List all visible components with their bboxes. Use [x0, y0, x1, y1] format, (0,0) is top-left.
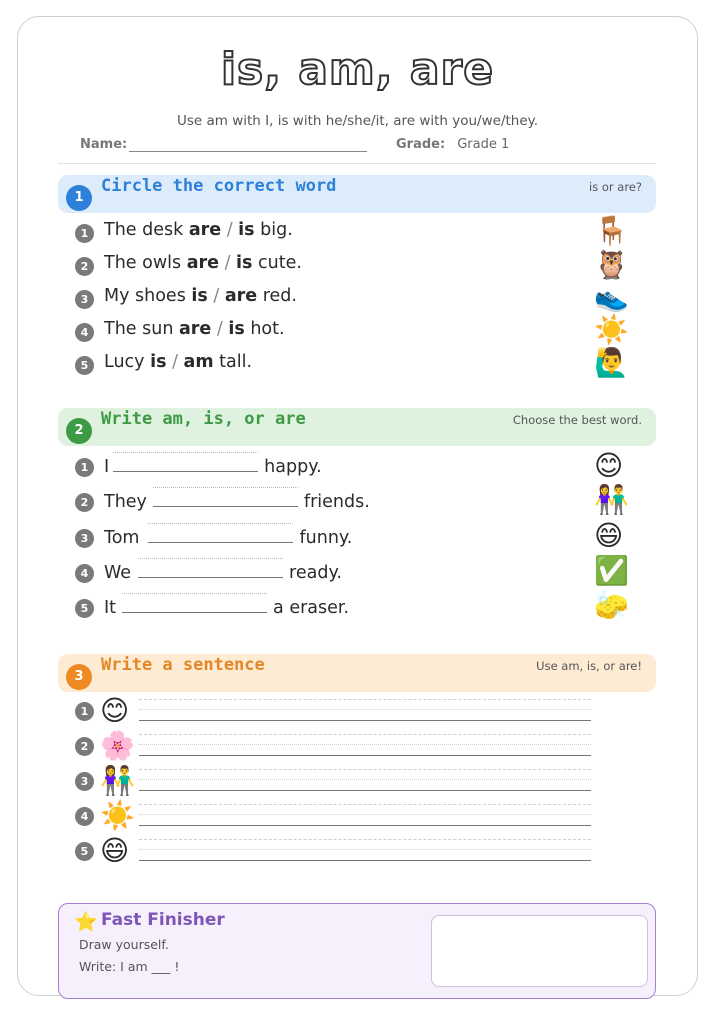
grade-label: Grade:	[396, 137, 446, 152]
item-number: 5	[75, 599, 94, 618]
person-raising-hand-icon: 🙋‍♂️	[594, 346, 629, 379]
choice-option-1[interactable]: is	[191, 286, 208, 306]
section-2-title: Write am, is, or are	[101, 409, 306, 429]
sentence-end: cute.	[252, 253, 302, 273]
sentence-end: happy.	[264, 457, 322, 477]
answer-blank[interactable]	[122, 595, 267, 613]
fast-finisher-instruction-write: Write: I am ___ !	[79, 959, 180, 974]
sentence-start: Tom	[104, 528, 140, 548]
sentence-end: funny.	[299, 528, 353, 548]
answer-blank[interactable]	[138, 560, 283, 578]
circle-item	[75, 319, 635, 345]
section-1-hint: is or are?	[589, 180, 642, 194]
fill-in-item	[75, 454, 635, 480]
section-2-number: 2	[66, 418, 92, 444]
item-number: 4	[75, 323, 94, 342]
choice-option-1[interactable]: is	[150, 352, 167, 372]
sentence	[104, 525, 352, 548]
chair-icon: 🪑	[594, 214, 629, 247]
answer-blank[interactable]	[113, 454, 258, 472]
section-1-header	[58, 175, 656, 213]
grade-value: Grade 1	[457, 137, 510, 152]
choice-option-2[interactable]: is	[238, 220, 255, 240]
choice-option-1[interactable]: are	[188, 220, 222, 240]
sentence-end: ready.	[289, 563, 342, 583]
choice-separator: /	[166, 352, 184, 372]
circle-item	[75, 352, 635, 378]
friends-icon: 👫	[100, 764, 135, 797]
sentence-end: friends.	[303, 492, 370, 512]
sentence-start: It	[104, 598, 117, 618]
circle-item	[75, 253, 635, 279]
sentence	[104, 454, 322, 477]
grinning-face-icon: 😄	[594, 519, 624, 552]
sentence	[104, 286, 297, 306]
item-number: 4	[75, 564, 94, 583]
writing-line[interactable]	[139, 734, 591, 756]
circle-item	[75, 286, 635, 312]
sentence	[104, 319, 285, 339]
header-divider	[58, 163, 656, 164]
sentence-start: We	[104, 563, 132, 583]
sentence-end: tall.	[213, 352, 253, 372]
item-number: 2	[75, 493, 94, 512]
section-1-title: Circle the correct word	[101, 176, 337, 196]
answer-blank[interactable]	[153, 489, 298, 507]
section-2-hint: Choose the best word.	[512, 413, 642, 427]
friends-icon: 👫	[594, 483, 629, 516]
fill-in-item	[75, 525, 635, 551]
grade-row	[396, 137, 509, 152]
section-2-header	[58, 408, 656, 446]
sentence-start: Lucy	[104, 352, 151, 372]
item-number: 3	[75, 529, 94, 548]
sun-icon: ☀️	[100, 799, 135, 832]
section-3-title: Write a sentence	[101, 655, 265, 675]
item-number: 5	[75, 842, 94, 861]
sentence	[104, 560, 342, 583]
item-number: 3	[75, 290, 94, 309]
star-icon: ⭐	[74, 911, 98, 933]
sentence-start: The desk	[104, 220, 189, 240]
writing-line[interactable]	[139, 699, 591, 721]
sentence-end: big.	[254, 220, 293, 240]
choice-option-2[interactable]: am	[183, 352, 214, 372]
item-number: 1	[75, 458, 94, 477]
item-number: 1	[75, 702, 94, 721]
choice-option-1[interactable]: are	[178, 319, 212, 339]
choice-separator: /	[219, 253, 237, 273]
sentence-start: The owls	[104, 253, 187, 273]
circle-item	[75, 220, 635, 246]
sentence	[104, 595, 349, 618]
fill-in-item	[75, 560, 635, 586]
name-label: Name:	[80, 137, 128, 152]
section-3-header	[58, 654, 656, 692]
sponge-eraser-icon: 🧽	[594, 589, 629, 622]
choice-option-2[interactable]: is	[236, 253, 253, 273]
grinning-face-icon: 😄	[100, 834, 130, 867]
item-number: 3	[75, 772, 94, 791]
smiling-face-icon: 😊	[100, 694, 130, 727]
choice-option-2[interactable]: is	[228, 319, 245, 339]
section-3-number: 3	[66, 664, 92, 690]
item-number: 2	[75, 257, 94, 276]
fill-in-item	[75, 489, 635, 515]
item-number: 1	[75, 224, 94, 243]
fast-finisher-instruction-draw: Draw yourself.	[79, 937, 169, 952]
fast-finisher-box	[58, 903, 656, 999]
sun-icon: ☀️	[594, 313, 629, 346]
name-field[interactable]	[129, 138, 367, 152]
sentence-start: My shoes	[104, 286, 192, 306]
writing-line[interactable]	[139, 804, 591, 826]
sentence-end: hot.	[244, 319, 285, 339]
choice-separator: /	[207, 286, 225, 306]
choice-separator: /	[221, 220, 239, 240]
instructions-subtitle: Use am with I, is with he/she/it, are with you/we/they.	[176, 113, 539, 129]
choice-option-2[interactable]: are	[224, 286, 258, 306]
item-number: 5	[75, 356, 94, 375]
sentence-start: I	[104, 457, 110, 477]
sentence	[104, 253, 302, 273]
shoe-icon: 👟	[594, 280, 629, 313]
section-1-number: 1	[66, 185, 92, 211]
choice-separator: /	[211, 319, 229, 339]
sentence-start: They	[104, 492, 147, 512]
item-number: 4	[75, 807, 94, 826]
name-row	[80, 137, 367, 152]
sentence	[104, 489, 370, 512]
smiling-face-icon: 😊	[594, 449, 624, 482]
writing-line[interactable]	[139, 839, 591, 861]
fast-finisher-title: Fast Finisher	[101, 910, 225, 930]
sentence-end: red.	[257, 286, 297, 306]
drawing-box[interactable]	[431, 915, 648, 987]
sentence	[104, 352, 252, 372]
worksheet-title: is, am, are	[220, 44, 495, 95]
sentence-end: a eraser.	[273, 598, 350, 618]
sentence	[104, 220, 293, 240]
flower-icon: 🌸	[100, 729, 135, 762]
owl-icon: 🦉	[594, 248, 629, 281]
item-number: 2	[75, 737, 94, 756]
writing-line[interactable]	[139, 769, 591, 791]
answer-blank[interactable]	[148, 525, 293, 543]
section-3-hint: Use am, is, or are!	[536, 659, 642, 673]
sentence-start: The sun	[104, 319, 179, 339]
choice-option-1[interactable]: are	[186, 253, 219, 273]
fill-in-item	[75, 595, 635, 621]
check-mark-icon: ✅	[594, 554, 629, 587]
